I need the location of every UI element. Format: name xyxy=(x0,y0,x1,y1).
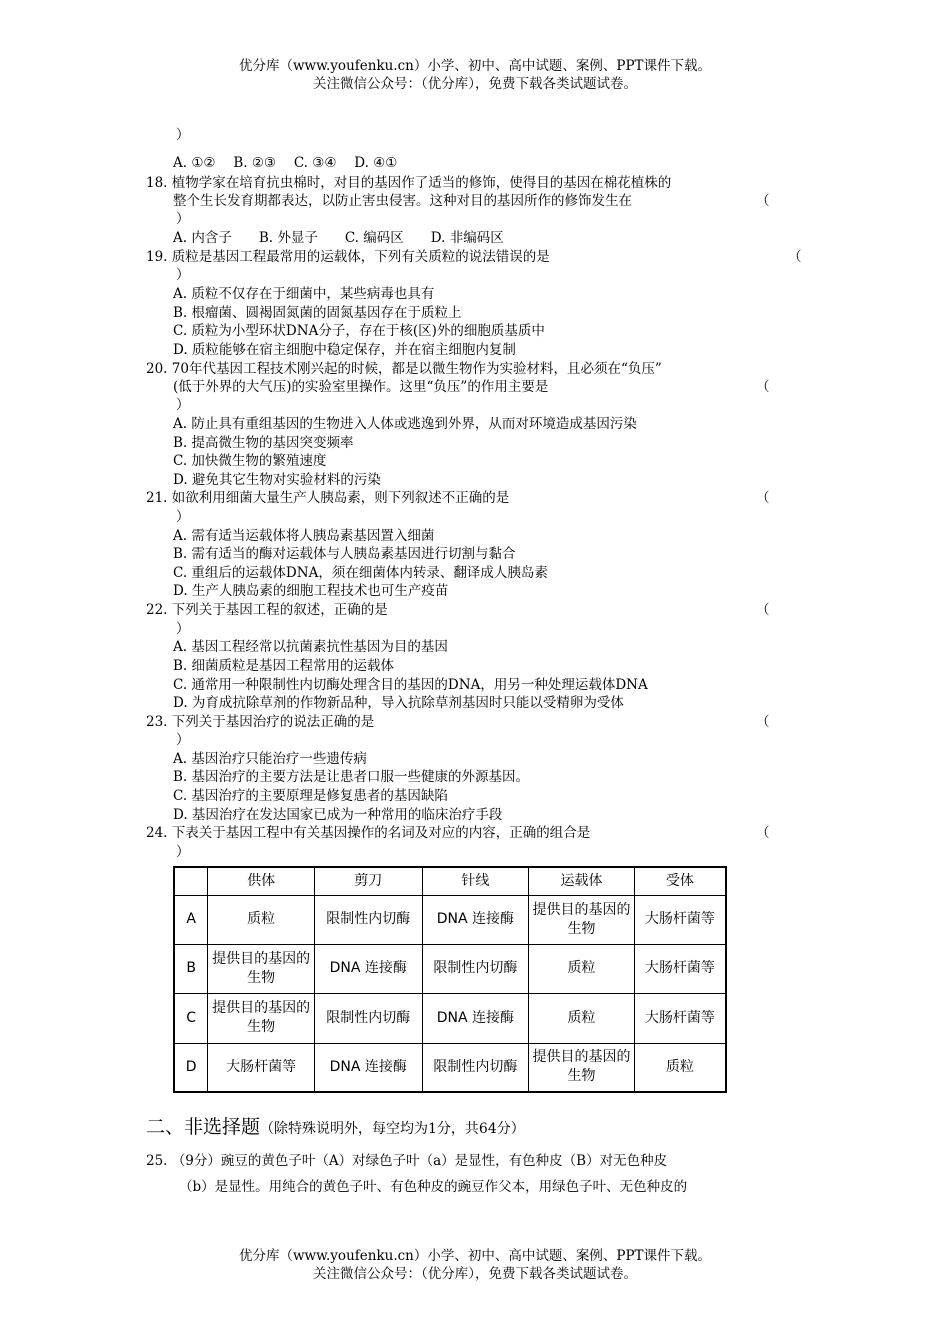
table-cell: 限制性内切酶 xyxy=(422,944,529,993)
header-line-1: 优分库（www.youfenku.cn）小学、初中、高中试题、案例、PPT课件下载。 xyxy=(238,58,712,74)
q19-option-d: D. 质粒能够在宿主细胞中稳定保存，并在宿主细胞内复制 xyxy=(173,342,516,358)
q23-stem: 23. 下列关于基因治疗的说法正确的是 xyxy=(146,714,375,730)
q21-option-d: D. 生产人胰岛素的细胞工程技术也可生产疫苗 xyxy=(173,583,449,599)
q24-table xyxy=(173,866,727,1093)
q23-option-a: A. 基因治疗只能治疗一些遗传病 xyxy=(173,751,367,767)
table-row xyxy=(174,944,726,993)
q23-option-b: B. 基因治疗的主要方法是让患者口服一些健康的外源基因。 xyxy=(173,769,530,785)
table-cell: 质粒 xyxy=(208,895,315,944)
table-cell: 提供目的基因的生物 xyxy=(208,993,315,1043)
q25-stem-line-1: 25. （9分）豌豆的黄色子叶（A）对绿色子叶（a）是显性，有色种皮（B）对无色种皮 xyxy=(146,1153,668,1169)
q20-paren-close: ） xyxy=(176,397,190,413)
table-header-cell: 运载体 xyxy=(529,867,635,895)
table-header-row xyxy=(174,867,726,895)
q23-option-c: C. 基因治疗的主要原理是修复患者的基因缺陷 xyxy=(173,788,448,804)
q18-paren-open: （ xyxy=(756,193,770,209)
header-line-2: 关注微信公众号：（优分库），免费下载各类试题试卷。 xyxy=(313,76,637,92)
table-cell: DNA 连接酶 xyxy=(314,944,422,993)
q19-option-c: C. 质粒为小型环状DNA分子，存在于核(区)外的细胞质基质中 xyxy=(173,323,545,339)
q22-option-d: D. 为育成抗除草剂的作物新品种，导入抗除草剂基因时只能以受精卵为受体 xyxy=(173,695,624,711)
q20-option-b: B. 提高微生物的基因突变频率 xyxy=(173,435,354,451)
section-note: （除特殊说明外，每空均为1分，共64分） xyxy=(260,1121,525,1137)
q21-option-a: A. 需有适当运载体将人胰岛素基因置入细菌 xyxy=(173,528,435,544)
table-cell: 质粒 xyxy=(529,993,635,1043)
q23-option-d: D. 基因治疗在发达国家已成为一种常用的临床治疗手段 xyxy=(173,807,503,823)
table-cell: 限制性内切酶 xyxy=(314,895,422,944)
q25-stem-line-2: （b）是显性。用纯合的黄色子叶、有色种皮的豌豆作父本，用绿色子叶、无色种皮的 xyxy=(179,1179,688,1195)
table-cell: 大肠杆菌等 xyxy=(634,993,726,1043)
table-cell: A xyxy=(174,895,208,944)
table-cell: 提供目的基因的生物 xyxy=(208,944,315,993)
table-cell: 提供目的基因的生物 xyxy=(529,895,635,944)
q23-paren-close: ） xyxy=(176,732,190,748)
table-cell: 大肠杆菌等 xyxy=(208,1043,315,1092)
q21-paren-open: （ xyxy=(756,490,770,506)
q17-options: A. ①② B. ②③ C. ③④ D. ④① xyxy=(173,155,398,171)
q18-stem-line-1: 18. 植物学家在培育抗虫棉时，对目的基因作了适当的修饰，使得目的基因在棉花植株的 xyxy=(146,175,672,191)
q20-option-a: A. 防止具有重组基因的生物进入人体或逃逸到外界，从而对环境造成基因污染 xyxy=(173,416,637,432)
q21-option-c: C. 重组后的运载体DNA，须在细菌体内转录、翻译成人胰岛素 xyxy=(173,565,548,581)
table-cell: 质粒 xyxy=(529,944,635,993)
q22-option-a: A. 基因工程经常以抗菌素抗性基因为目的基因 xyxy=(173,639,448,655)
q20-stem-line-2: (低于外界的大气压)的实验室里操作。这里“负压”的作用主要是 xyxy=(173,379,549,395)
table-header-cell xyxy=(174,867,208,895)
q20-stem-line-1: 20. 70年代基因工程技术刚兴起的时候，都是以微生物作为实验材料，且必须在“负压” xyxy=(146,361,662,377)
footer-line-2: 关注微信公众号：（优分库），免费下载各类试题试卷。 xyxy=(313,1266,637,1282)
q18-paren-close: ） xyxy=(176,211,190,227)
q20-option-c: C. 加快微生物的繁殖速度 xyxy=(173,453,327,469)
table-row xyxy=(174,895,726,944)
q22-stem: 22. 下列关于基因工程的叙述，正确的是 xyxy=(146,602,388,618)
table-cell: 质粒 xyxy=(634,1043,726,1092)
table-cell: DNA 连接酶 xyxy=(422,993,529,1043)
q19-paren-open: （ xyxy=(788,249,802,265)
section-title: 二、非选择题 xyxy=(146,1116,261,1138)
q21-option-b: B. 需有适当的酶对运载体与人胰岛素基因进行切割与黏合 xyxy=(173,546,516,562)
table-cell: DNA 连接酶 xyxy=(314,1043,422,1092)
table-header-cell: 受体 xyxy=(634,867,726,895)
table-cell: 大肠杆菌等 xyxy=(634,895,726,944)
q20-paren-open: （ xyxy=(756,379,770,395)
table-header-cell: 供体 xyxy=(208,867,315,895)
table-header-cell: 针线 xyxy=(422,867,529,895)
q24-paren-close: ） xyxy=(176,844,190,860)
section-heading xyxy=(146,1112,525,1139)
q22-paren-close: ） xyxy=(176,621,190,637)
q22-option-c: C. 通常用一种限制性内切酶处理含目的基因的DNA，用另一种处理运载体DNA xyxy=(173,677,648,693)
table-cell: 大肠杆菌等 xyxy=(634,944,726,993)
table-cell: D xyxy=(174,1043,208,1092)
table-cell: 限制性内切酶 xyxy=(422,1043,529,1092)
q22-option-b: B. 细菌质粒是基因工程常用的运载体 xyxy=(173,658,395,674)
q20-option-d: D. 避免其它生物对实验材料的污染 xyxy=(173,472,381,488)
table-row xyxy=(174,993,726,1043)
footer-line-1: 优分库（www.youfenku.cn）小学、初中、高中试题、案例、PPT课件下载。 xyxy=(238,1248,712,1264)
q23-paren-open: （ xyxy=(756,714,770,730)
q19-option-a: A. 质粒不仅存在于细菌中，某些病毒也具有 xyxy=(173,286,435,302)
q21-paren-close: ） xyxy=(176,509,190,525)
table-cell: 限制性内切酶 xyxy=(314,993,422,1043)
q24-stem: 24. 下表关于基因工程中有关基因操作的名词及对应的内容，正确的组合是 xyxy=(146,825,591,841)
q19-paren-close: ） xyxy=(176,267,190,283)
q18-options: A. 内含子 B. 外显子 C. 编码区 D. 非编码区 xyxy=(173,230,504,246)
q18-stem-line-2: 整个生长发育期都表达，以防止害虫侵害。这种对目的基因所作的修饰发生在 xyxy=(173,193,632,209)
table-cell: C xyxy=(174,993,208,1043)
table-row xyxy=(174,1043,726,1092)
q21-stem: 21. 如欲利用细菌大量生产人胰岛素，则下列叙述不正确的是 xyxy=(146,490,510,506)
table-cell: B xyxy=(174,944,208,993)
q24-paren-open: （ xyxy=(756,825,770,841)
q17-paren-close: ） xyxy=(176,127,190,143)
q19-stem: 19. 质粒是基因工程最常用的运载体，下列有关质粒的说法错误的是 xyxy=(146,249,550,265)
table-header-cell: 剪刀 xyxy=(314,867,422,895)
table-cell: 提供目的基因的生物 xyxy=(529,1043,635,1092)
q19-option-b: B. 根瘤菌、圆褐固氮菌的固氮基因存在于质粒上 xyxy=(173,305,462,321)
table-cell: DNA 连接酶 xyxy=(422,895,529,944)
q22-paren-open: （ xyxy=(756,602,770,618)
